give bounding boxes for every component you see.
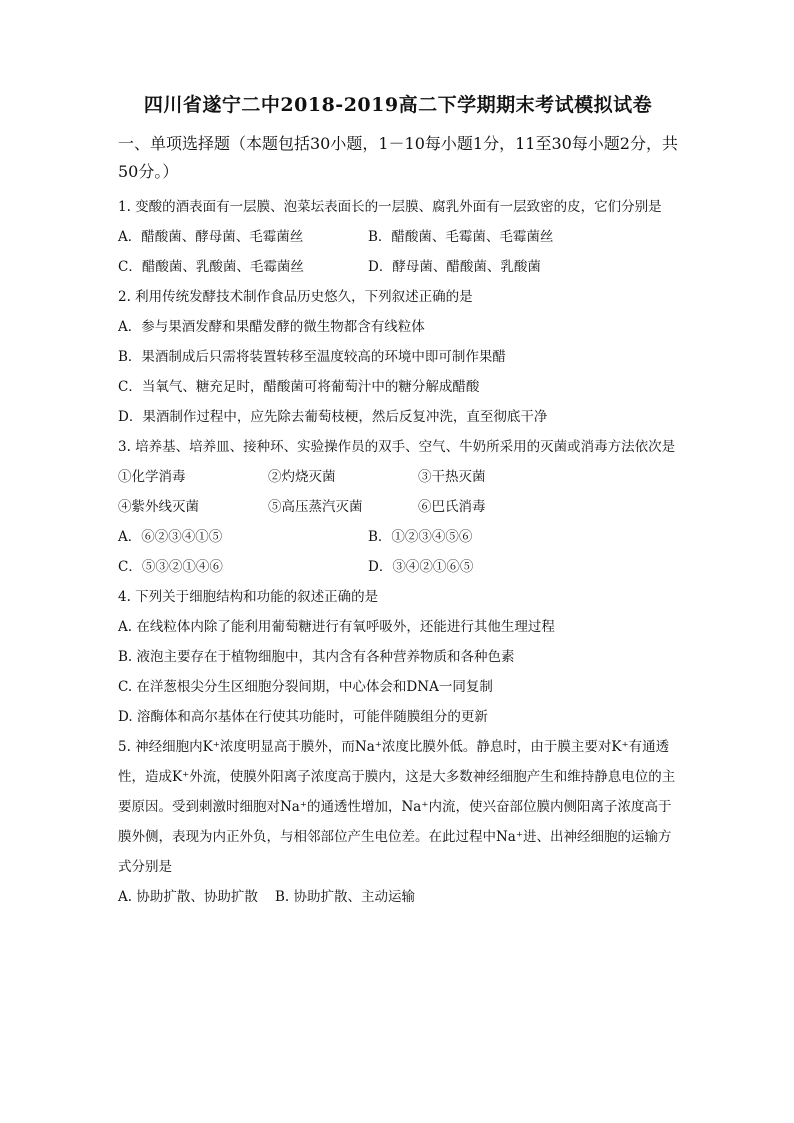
options-row [118,252,678,282]
option-b: B. 液泡主要存在于植物细胞中，其内含有各种营养物质和各种色素 [118,649,515,665]
options-row [118,882,678,912]
options-row [118,222,678,252]
question-stem: 5. 神经细胞内K⁺浓度明显高于膜外，而Na⁺浓度比膜外低。静息时，由于膜主要对K⁺有通透性，造成K⁺外流，使膜外阳离子浓度高于膜内，这是大多数神经细胞产生和维持静息电位的主要原因。受到刺激时细胞对Na⁺的通透性增加，Na⁺内流，使兴奋部位膜内侧阳离子浓度高于膜外侧，表现为内正外负，与相邻部位产生电位差。在此过程中Na⁺进、出神经细胞的运输方式分别是 [118,739,676,875]
method-item: ④紫外线灭菌 [118,499,199,515]
option-d: D. 溶酶体和高尔基体在行使其功能时，可能伴随膜组分的更新 [118,709,488,725]
option-d: D．酵母菌、醋酸菌、乳酸菌 [368,259,541,275]
method-item: ③干热灭菌 [418,469,486,485]
options-row [118,552,678,582]
option-b: B. 协助扩散、主动运输 [275,889,416,905]
exam-page [118,92,678,912]
option-c: C. 在洋葱根尖分生区细胞分裂间期，中心体会和DNA一同复制 [118,679,493,695]
option-b: B．果酒制成后只需将装置转移至温度较高的环境中即可制作果醋 [118,349,506,365]
option-d: D．③④②①⑥⑤ [368,559,474,575]
option-a: A．醋酸菌、酵母菌、毛霉菌丝 [118,229,304,245]
option-c: C．⑤③②①④⑥ [118,559,223,575]
question-stem: 3. 培养基、培养皿、接种环、实验操作员的双手、空气、牛奶所采用的灭菌或消毒方法依次是 [118,439,676,455]
method-item: ⑥巴氏消毒 [418,499,486,515]
option-a: A. 协助扩散、协助扩散 [118,889,258,905]
question-3 [118,432,678,582]
option-a: A．参与果酒发酵和果醋发酵的微生物都含有线粒体 [118,319,425,335]
question-stem: 4. 下列关于细胞结构和功能的叙述正确的是 [118,589,379,605]
question-2 [118,282,678,432]
option-a: A．⑥②③④①⑤ [118,529,223,545]
option-a: A. 在线粒体内除了能利用葡萄糖进行有氧呼吸外，还能进行其他生理过程 [118,619,555,635]
question-stem: 1. 变酸的酒表面有一层膜、泡菜坛表面长的一层膜、腐乳外面有一层致密的皮，它们分别是 [118,199,662,215]
option-d: D．果酒制作过程中，应先除去葡萄枝梗，然后反复冲洗，直至彻底干净 [118,409,548,425]
option-b: B．①②③④⑤⑥ [368,529,473,545]
page-title: 四川省遂宁二中2018-2019高二下学期期末考试模拟试卷 [143,94,653,116]
method-item: ②灼烧灭菌 [268,469,336,485]
method-item: ⑤高压蒸汽灭菌 [268,499,363,515]
options-row [118,522,678,552]
question-4 [118,582,678,732]
option-c: C．当氧气、糖充足时，醋酸菌可将葡萄汁中的糖分解成醋酸 [118,379,480,395]
methods-row [118,492,678,522]
method-item: ①化学消毒 [118,469,186,485]
question-5 [118,732,678,912]
option-c: C．醋酸菌、乳酸菌、毛霉菌丝 [118,259,304,275]
methods-row [118,462,678,492]
section-heading: 一、单项选择题（本题包括30小题，1－10每小题1分，11至30每小题2分，共50分。） [118,134,678,181]
question-1 [118,192,678,282]
option-b: B．醋酸菌、毛霉菌、毛霉菌丝 [368,229,554,245]
question-stem: 2. 利用传统发酵技术制作食品历史悠久，下列叙述正确的是 [118,289,473,305]
